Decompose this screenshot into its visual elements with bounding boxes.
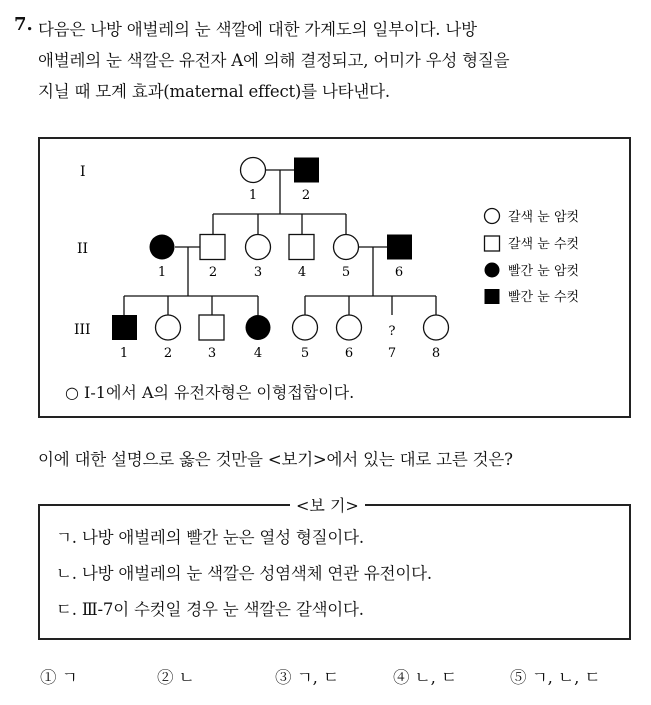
legend-brown-female-icon: [485, 209, 500, 224]
individual-ii-5: [334, 235, 359, 260]
question-number: 7.: [14, 14, 33, 35]
individual-iii-3: [199, 315, 224, 340]
label-i-1: 1: [248, 188, 258, 203]
pedigree-note: ○ Ⅰ-1에서 A의 유전자형은 이형접합이다.: [65, 383, 355, 402]
label-ii-6: 6: [394, 265, 404, 280]
bogi-title: <보 기>: [290, 493, 365, 516]
label-iii-8: 8: [431, 346, 441, 361]
label-ii-1: 1: [157, 265, 167, 280]
individual-iii-2: [156, 315, 181, 340]
label-iii-3: 3: [207, 346, 217, 361]
question-stem: [38, 14, 638, 107]
generation-label-iii: III: [74, 322, 91, 338]
individual-iii-5: [293, 315, 318, 340]
legend-red-male-icon: [485, 289, 500, 304]
label-ii-4: 4: [297, 265, 307, 280]
choice-4[interactable]: ④ ㄴ, ㄷ: [393, 668, 458, 687]
choice-2[interactable]: ② ㄴ: [157, 668, 195, 687]
choice-3[interactable]: ③ ㄱ, ㄷ: [275, 668, 340, 687]
label-iii-2: 2: [163, 346, 173, 361]
individual-iii-8: [424, 315, 449, 340]
question-prompt: 이에 대한 설명으로 옳은 것만을 <보기>에서 있는 대로 고른 것은?: [38, 450, 513, 469]
legend-brown-male-icon: [485, 236, 500, 251]
label-ii-5: 5: [341, 265, 351, 280]
stem-line-1: 다음은 나방 애벌레의 눈 색깔에 대한 가계도의 일부이다. 나방: [38, 20, 477, 39]
bogi-item-nieun: ㄴ. 나방 애벌레의 눈 색깔은 성염색체 연관 유전이다.: [56, 564, 432, 583]
individual-iii-1: [112, 315, 137, 340]
bogi-item-giyeok: ㄱ. 나방 애벌레의 빨간 눈은 열성 형질이다.: [56, 528, 364, 547]
individual-ii-1: [150, 235, 175, 260]
legend: [485, 209, 580, 306]
legend-brown-male-label: 갈색 눈 수컷: [508, 237, 580, 252]
label-iii-1: 1: [119, 346, 129, 361]
pedigree-figure: [38, 137, 631, 418]
individual-ii-2: [200, 235, 225, 260]
choice-1[interactable]: ① ㄱ: [40, 668, 78, 687]
choice-5[interactable]: ⑤ ㄱ, ㄴ, ㄷ: [510, 668, 601, 687]
unknown-mark-iii-7: ?: [388, 324, 396, 339]
bogi-item-digeut: ㄷ. Ⅲ-7이 수컷일 경우 눈 색깔은 갈색이다.: [56, 600, 364, 619]
pedigree-chart: [40, 139, 633, 420]
individual-ii-6: [387, 235, 412, 260]
label-ii-2: 2: [208, 265, 218, 280]
legend-brown-female-label: 갈색 눈 암컷: [508, 210, 580, 225]
label-iii-7: 7: [387, 346, 397, 361]
generation-label-ii: II: [77, 241, 89, 257]
legend-red-female-label: 빨간 눈 암컷: [508, 264, 580, 279]
individual-i-2: [294, 158, 319, 183]
individual-i-1: [241, 158, 266, 183]
label-ii-3: 3: [253, 265, 263, 280]
legend-red-female-icon: [485, 263, 500, 278]
legend-red-male-label: 빨간 눈 수컷: [508, 290, 580, 305]
label-iii-4: 4: [253, 346, 263, 361]
individual-ii-4: [289, 235, 314, 260]
label-iii-6: 6: [344, 346, 354, 361]
individual-ii-3: [246, 235, 271, 260]
label-iii-5: 5: [300, 346, 310, 361]
bogi-box: [38, 496, 631, 640]
stem-line-2: 애벌레의 눈 색깔은 유전자 A에 의해 결정되고, 어미가 우성 형질을: [38, 51, 510, 70]
label-i-2: 2: [301, 188, 311, 203]
stem-line-3: 지닐 때 모계 효과(maternal effect)를 나타낸다.: [38, 82, 390, 101]
individual-iii-6: [337, 315, 362, 340]
generation-label-i: I: [80, 164, 86, 180]
individual-iii-4: [246, 315, 271, 340]
